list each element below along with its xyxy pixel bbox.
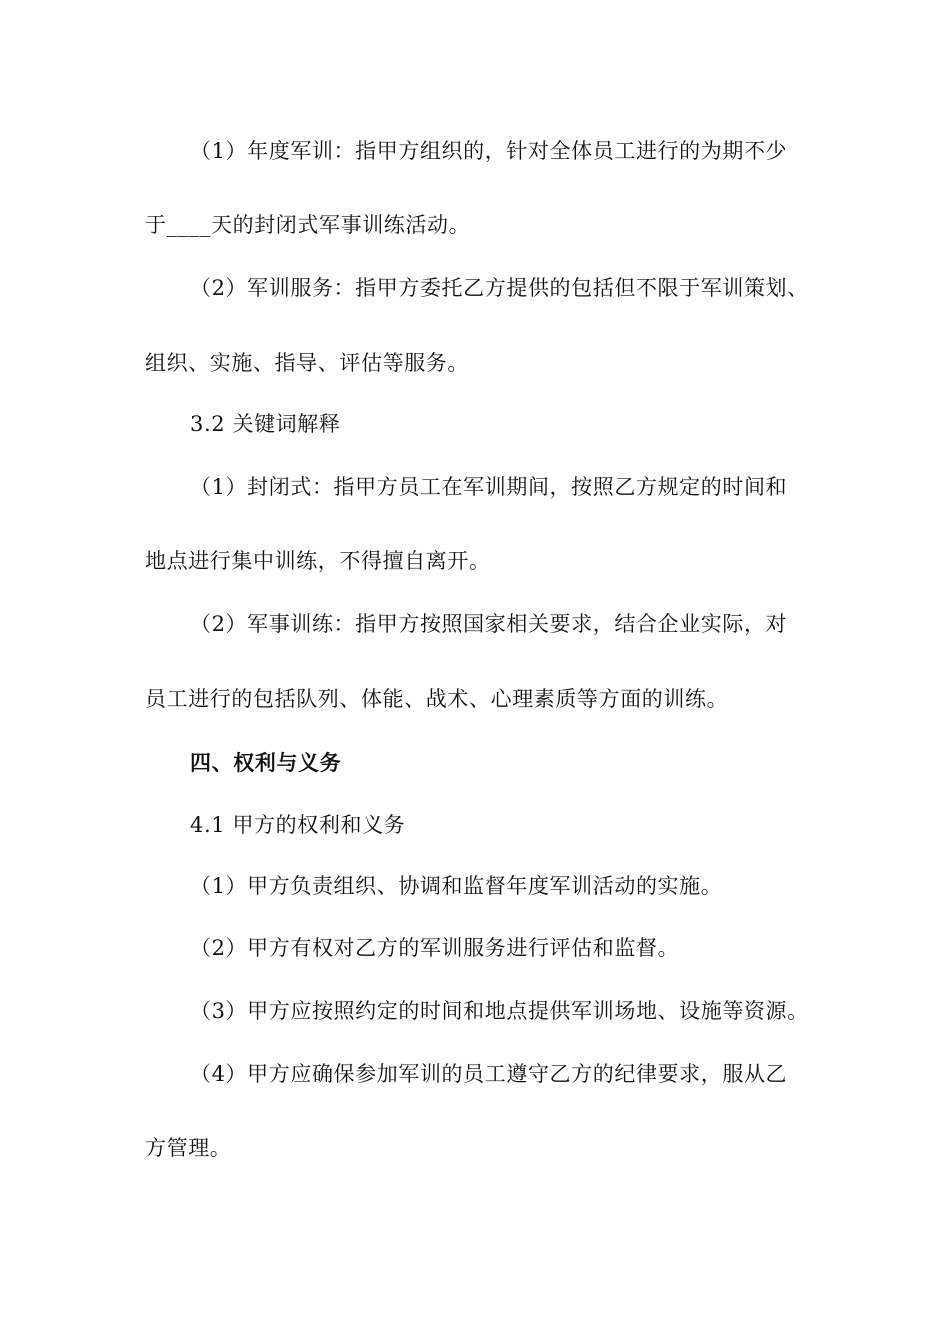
section-heading-3-2: 3.2 关键词解释	[190, 412, 341, 436]
party-a-item-4-line-1: （4）甲方应确保参加军训的员工遵守乙方的纪律要求，服从乙	[190, 1062, 788, 1086]
keyword-closed-line-1: （1）封闭式：指甲方员工在军训期间，按照乙方规定的时间和	[190, 475, 788, 499]
section-heading-4-1: 4.1 甲方的权利和义务	[190, 813, 406, 837]
definition-training-service-line-2: 组织、实施、指导、评估等服务。	[145, 351, 469, 375]
definition-annual-training-line-1: （1）年度军训：指甲方组织的，针对全体员工进行的为期不少	[190, 139, 788, 163]
party-a-item-4-line-2: 方管理。	[145, 1136, 232, 1160]
definition-training-service-line-1: （2）军训服务：指甲方委托乙方提供的包括但不限于军训策划、	[190, 276, 809, 300]
keyword-military-training-line-1: （2）军事训练：指甲方按照国家相关要求，结合企业实际，对	[190, 612, 788, 636]
party-a-item-3: （3）甲方应按照约定的时间和地点提供军训场地、设施等资源。	[190, 999, 809, 1023]
keyword-closed-line-2: 地点进行集中训练，不得擅自离开。	[145, 549, 491, 573]
party-a-item-1: （1）甲方负责组织、协调和监督年度军训活动的实施。	[190, 874, 723, 898]
definition-annual-training-line-2: 于____天的封闭式军事训练活动。	[145, 213, 471, 237]
chapter-heading-rights-obligations: 四、权利与义务	[190, 750, 342, 775]
party-a-item-2: （2）甲方有权对乙方的军训服务进行评估和监督。	[190, 936, 680, 960]
keyword-military-training-line-2: 员工进行的包括队列、体能、战术、心理素质等方面的训练。	[145, 687, 729, 711]
